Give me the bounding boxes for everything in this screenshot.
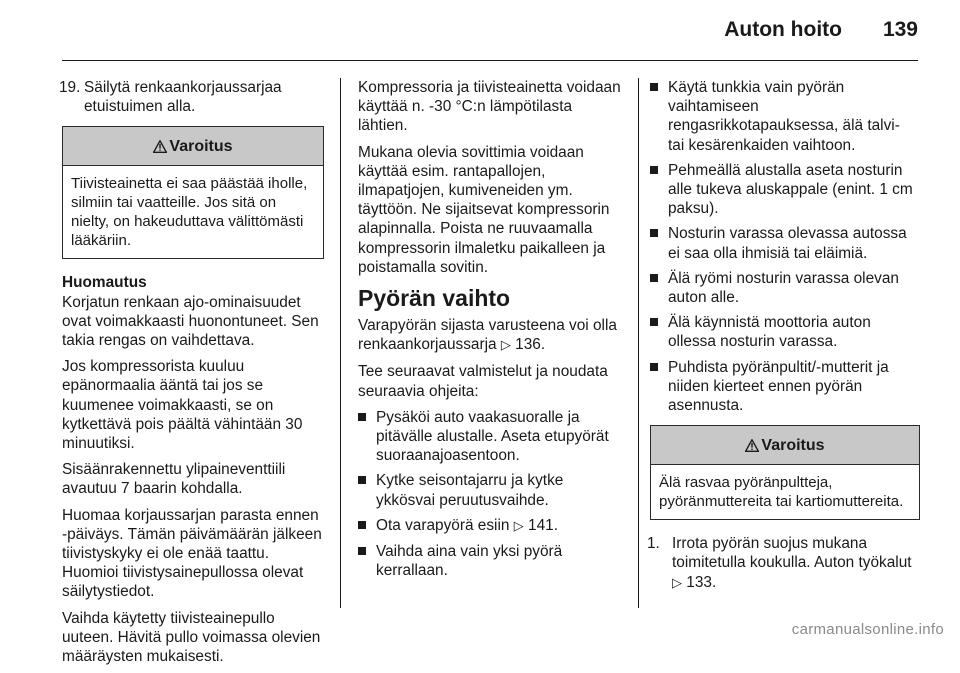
page-reference-icon: ▷ [513, 518, 524, 534]
list-item-text: Ota varapyörä esiin [376, 516, 510, 534]
warning-header [651, 426, 919, 465]
list-item [650, 161, 920, 219]
paragraph: Vaihda käytetty tiivisteainepullo uuteen. Hävitä pullo voimassa olevien määräysten mukaisesti. [62, 609, 321, 666]
list-item [650, 313, 920, 351]
bullet-square-icon [650, 166, 658, 174]
warning-triangle-icon [745, 439, 759, 452]
page-reference-icon: ▷ [500, 338, 511, 354]
list-item-text: Vaihda aina vain yksi pyörä kerrallaan. [376, 543, 563, 580]
page-header [0, 0, 960, 62]
list-item [650, 269, 920, 307]
list-item [650, 78, 920, 155]
bullet-square-icon [650, 318, 658, 326]
warning-header [63, 127, 323, 166]
step-text: Irrota pyörän suojus mukana toimitetulla koukulla. Auton työkalut [672, 535, 912, 572]
note-paragraph: Korjatun renkaan ajo-ominaisuudet ovat voimakkaasti huonontuneet. Sen takia rengas on vaihdettava. [62, 293, 319, 350]
column-3 [647, 78, 920, 600]
warning-text: Tiivisteainetta ei saa päästää iholle, silmiin tai vaatteille. Jos sitä on nielty, on hakeuduttava välittömästi lääkäriin. [71, 175, 308, 250]
bullet-square-icon [650, 274, 658, 282]
step-text: Säilytä renkaankorjaussarjaa etuistuimen alla. [84, 79, 282, 116]
page-reference[interactable]: 133. [686, 573, 717, 591]
list-item-text: Pehmeällä alustalla aseta nosturin alle tukeva aluskappale (enint. 1 cm paksu). [668, 161, 913, 218]
paragraph: Kompressoria ja tiivisteainetta voidaan käyttää n. -30 °C:n lämpötilasta lähtien. [358, 79, 621, 135]
warning-box [650, 425, 920, 520]
list-item-text: Nosturin varassa olevassa autossa ei saa olla ihmisiä tai eläimiä. [668, 225, 907, 262]
page-reference[interactable]: 136. [515, 336, 546, 354]
section-heading: Pyörän vaihto [358, 285, 511, 312]
list-item-text: Puhdista pyöränpultit/-mutterit ja niiden kierteet ennen pyörän asennusta. [668, 358, 889, 415]
list-item [358, 542, 624, 580]
list-item [358, 408, 624, 466]
list-item [650, 224, 920, 262]
list-item [358, 516, 624, 536]
column-1 [59, 78, 324, 673]
column-divider [638, 78, 639, 608]
paragraph: Jos kompressorista kuuluu epänormaalia ääntä tai jos se kuumenee voimakkaasti, se on kytkettävä pois päältä vähintään 30 minuutiksi. [62, 358, 303, 453]
paragraph: Sisäänrakennettu ylipaineventtiili avautuu 7 baarin kohdalla. [62, 461, 286, 498]
bullet-square-icon [358, 413, 366, 421]
warning-box [62, 126, 324, 259]
column-2 [358, 78, 624, 586]
page-reference-icon: ▷ [672, 575, 682, 591]
page-number: 139 [882, 18, 918, 41]
section-title: Auton hoito [724, 18, 842, 41]
list-item-text: Älä ryömi nosturin varassa olevan auton alle. [668, 269, 899, 307]
note-title: Huomautus [62, 274, 147, 292]
step-19 [59, 78, 324, 116]
bullet-square-icon [650, 229, 658, 237]
bullet-square-icon [358, 476, 366, 484]
bullet-square-icon [650, 83, 658, 91]
step-number: 1. [647, 535, 660, 553]
warning-title: Varoitus [169, 137, 233, 155]
page-reference[interactable]: 141. [528, 516, 558, 534]
paragraph: Huomaa korjaussarjan parasta ennen -päiväys. Tämän päivämäärän jälkeen tiivistyskyky ei ole enää taattu. Huomioi tiivistysainepullossa olevat säilytystiedot. [62, 506, 322, 601]
header-divider [62, 60, 918, 61]
bullet-square-icon [358, 547, 366, 555]
list-item-text: Älä käynnistä moottoria auton ollessa nosturin varassa. [668, 314, 871, 351]
bullet-square-icon [650, 363, 658, 371]
list-item-text: Pysäköi auto vaakasuoralle ja pitävälle alustalle. Aseta etupyörät suoraanajoasentoon. [376, 408, 609, 465]
column-divider [340, 78, 341, 608]
bullet-square-icon [358, 521, 366, 529]
watermark: carmanualsonline.info [791, 621, 944, 638]
warning-triangle-icon [153, 140, 167, 153]
list-item [650, 358, 920, 416]
paragraph-text: Varapyörän sijasta varusteena voi olla renkaankorjaussarja [358, 317, 617, 354]
list-item-text: Käytä tunkkia vain pyörän vaihtamiseen rengasrikkotapauksessa, älä talvi- tai kesärenkaiden vaihtoon. [668, 79, 900, 154]
step-number: 19. [59, 79, 81, 96]
paragraph: Tee seuraavat valmistelut ja noudata seuraavia ohjeita: [358, 363, 608, 400]
step-1 [647, 534, 920, 593]
warning-title: Varoitus [761, 436, 825, 454]
paragraph: Mukana olevia sovittimia voidaan käyttää esim. rantapallojen, ilmapatjojen, kumiveneiden ym. täyttöön. Ne sijaitsevat kompressorin alapinnalla. Poista ne ruuvaamalla kompressorin ilmaletku paikalleen ja poistamalla sovitin. [358, 143, 610, 276]
paragraph [358, 316, 624, 355]
list-item [358, 471, 624, 509]
warning-text: Älä rasvaa pyöränpultteja, pyöränmuttereita tai kartiomuttereita. [659, 474, 904, 511]
list-item-text: Kytke seisontajarru ja kytke ykkösvai peruutusvaihde. [376, 472, 564, 509]
